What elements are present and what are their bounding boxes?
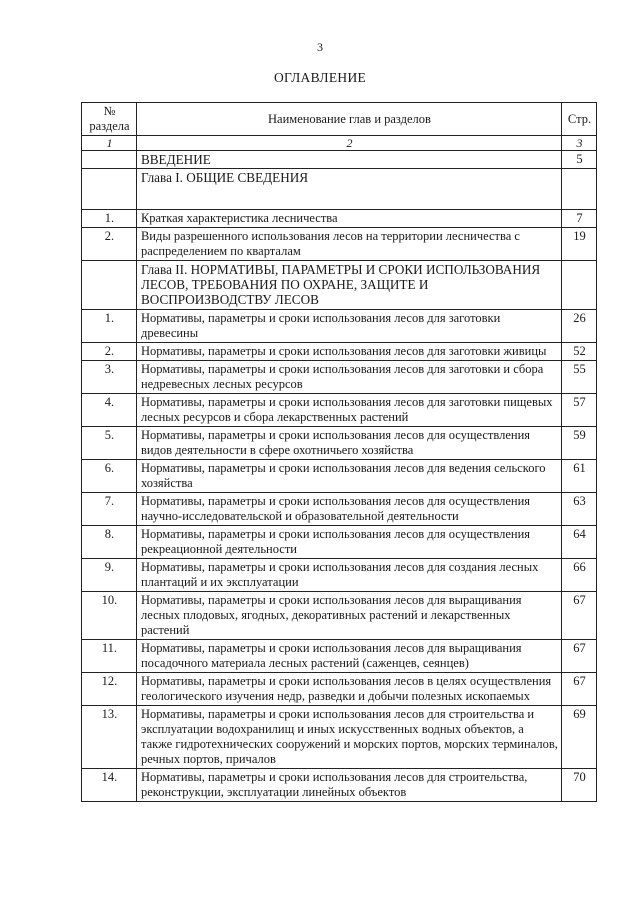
section-number: 2. <box>82 228 137 261</box>
chapter-2-title: Глава II. НОРМАТИВЫ, ПАРАМЕТРЫ И СРОКИ ИСПОЛЬЗОВАНИЯ ЛЕСОВ, ТРЕБОВАНИЯ ПО ОХРАНЕ, ЗАЩИТЕ И ВОСПРОИЗВОДСТВУ ЛЕСОВ <box>136 261 561 310</box>
section-number: 5. <box>82 427 137 460</box>
table-row <box>82 210 597 228</box>
header-title: Наименование глав и разделов <box>136 103 561 136</box>
section-number: 6. <box>82 460 137 493</box>
section-page: 67 <box>562 592 597 640</box>
section-title: Нормативы, параметры и сроки использования лесов для осуществления научно-исследовательской и образовательной деятельности <box>136 493 561 526</box>
section-page: 63 <box>562 493 597 526</box>
table-row <box>82 361 597 394</box>
section-page: 66 <box>562 559 597 592</box>
table-row <box>82 769 597 802</box>
section-page: 52 <box>562 343 597 361</box>
column-index-row <box>82 136 597 151</box>
table-row <box>82 673 597 706</box>
chapter-1-row <box>82 169 597 210</box>
section-number: 2. <box>82 343 137 361</box>
table-row <box>82 310 597 343</box>
section-page: 7 <box>562 210 597 228</box>
section-number: 12. <box>82 673 137 706</box>
section-title: Виды разрешенного использования лесов на территории лесничества с распределением по кварталам <box>136 228 561 261</box>
section-page: 67 <box>562 640 597 673</box>
column-index-1: 1 <box>82 136 137 151</box>
section-title: Нормативы, параметры и сроки использования лесов для осуществления видов деятельности в сфере охотничьего хозяйства <box>136 427 561 460</box>
section-number: 1. <box>82 210 137 228</box>
table-row <box>82 460 597 493</box>
section-page: 57 <box>562 394 597 427</box>
section-title: Нормативы, параметры и сроки использования лесов для ведения сельского хозяйства <box>136 460 561 493</box>
section-title: Нормативы, параметры и сроки использования лесов для заготовки и сбора недревесных лесных ресурсов <box>136 361 561 394</box>
section-number: 4. <box>82 394 137 427</box>
table-row <box>82 526 597 559</box>
section-page: 70 <box>562 769 597 802</box>
section-title: Нормативы, параметры и сроки использования лесов для строительства, реконструкции, эксплуатации линейных объектов <box>136 769 561 802</box>
table-row <box>82 559 597 592</box>
intro-row <box>82 151 597 169</box>
section-page: 69 <box>562 706 597 769</box>
section-number: 13. <box>82 706 137 769</box>
table-row <box>82 640 597 673</box>
section-number: 10. <box>82 592 137 640</box>
section-page: 55 <box>562 361 597 394</box>
section-title: Нормативы, параметры и сроки использования лесов для создания лесных плантаций и их эксплуатации <box>136 559 561 592</box>
chapter-1-title: Глава I. ОБЩИЕ СВЕДЕНИЯ <box>136 169 561 210</box>
chapter-2-num <box>82 261 137 310</box>
table-of-contents <box>81 102 597 802</box>
column-index-2: 2 <box>136 136 561 151</box>
section-title: Нормативы, параметры и сроки использования лесов для осуществления рекреационной деятельности <box>136 526 561 559</box>
section-title: Нормативы, параметры и сроки использования лесов для заготовки живицы <box>136 343 561 361</box>
header-page: Стр. <box>562 103 597 136</box>
intro-num <box>82 151 137 169</box>
section-page: 26 <box>562 310 597 343</box>
column-index-3: 3 <box>562 136 597 151</box>
section-number: 3. <box>82 361 137 394</box>
table-row <box>82 706 597 769</box>
document-title: ОГЛАВЛЕНИЕ <box>273 70 367 85</box>
section-number: 8. <box>82 526 137 559</box>
table-row <box>82 228 597 261</box>
section-page: 64 <box>562 526 597 559</box>
section-title: Нормативы, параметры и сроки использования лесов для выращивания лесных плодовых, ягодных, декоративных растений и лекарственных растений <box>136 592 561 640</box>
section-title: Нормативы, параметры и сроки использования лесов для выращивания посадочного материала лесных растений (саженцев, сеянцев) <box>136 640 561 673</box>
chapter-1-page <box>562 169 597 210</box>
section-page: 61 <box>562 460 597 493</box>
intro-page: 5 <box>562 151 597 169</box>
header-row <box>82 103 597 136</box>
table-row <box>82 343 597 361</box>
section-title: Нормативы, параметры и сроки использования лесов для заготовки древесины <box>136 310 561 343</box>
page-number: 3 <box>317 40 323 54</box>
section-title: Краткая характеристика лесничества <box>136 210 561 228</box>
table-row <box>82 592 597 640</box>
table-row <box>82 427 597 460</box>
section-title: Нормативы, параметры и сроки использования лесов для строительства и эксплуатации водохранилищ и иных искусственных водных объектов, а также гидротехнических сооружений и морских портов, морских терминалов, речных портов, причалов <box>136 706 561 769</box>
section-number: 14. <box>82 769 137 802</box>
section-number: 7. <box>82 493 137 526</box>
section-page: 19 <box>562 228 597 261</box>
section-page: 67 <box>562 673 597 706</box>
chapter-2-row <box>82 261 597 310</box>
section-number: 1. <box>82 310 137 343</box>
section-title: Нормативы, параметры и сроки использования лесов для заготовки пищевых лесных ресурсов и сбора лекарственных растений <box>136 394 561 427</box>
chapter-2-page <box>562 261 597 310</box>
chapter-1-num <box>82 169 137 210</box>
section-page: 59 <box>562 427 597 460</box>
header-num: № раздела <box>82 103 137 136</box>
table-row <box>82 394 597 427</box>
section-number: 9. <box>82 559 137 592</box>
section-title: Нормативы, параметры и сроки использования лесов в целях осуществления геологического изучения недр, разведки и добычи полезных ископаемых <box>136 673 561 706</box>
section-number: 11. <box>82 640 137 673</box>
table-row <box>82 493 597 526</box>
intro-title: ВВЕДЕНИЕ <box>136 151 561 169</box>
